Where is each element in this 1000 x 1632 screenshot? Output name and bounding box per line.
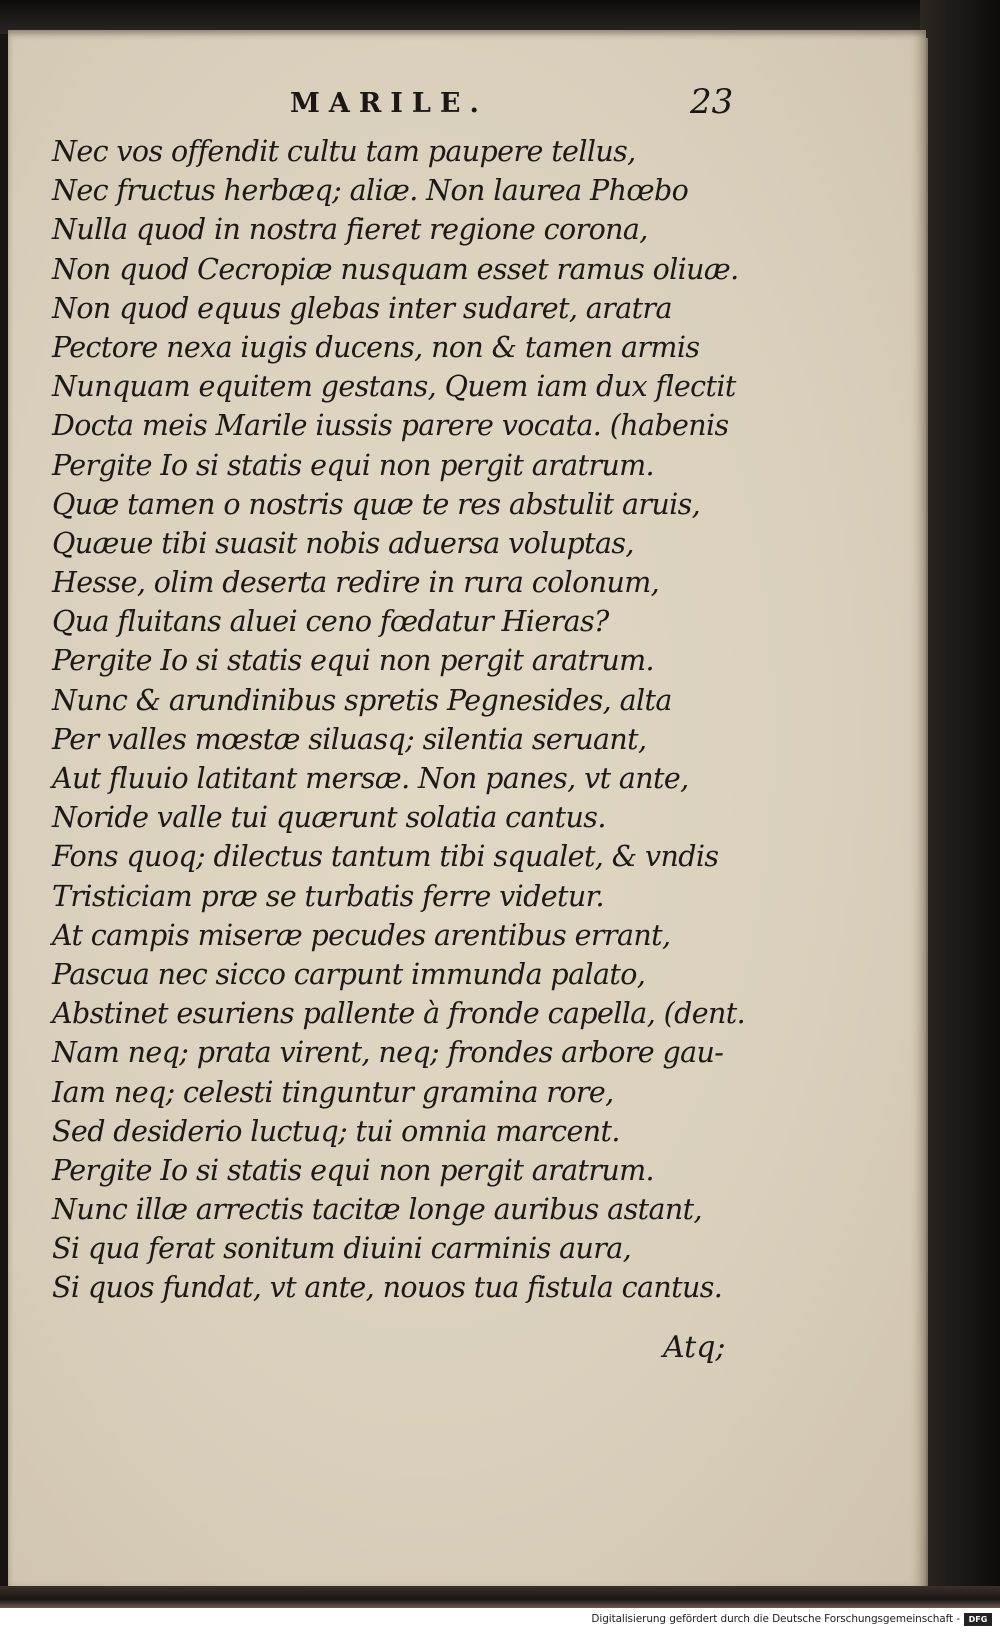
verse-line: Quæ tamen o nostris quæ te res abstulit aruis, bbox=[52, 487, 701, 521]
verse-line: Per valles mœstæ siluasq; silentia seruant, bbox=[52, 722, 647, 756]
verse-line: Nulla quod in nostra fieret regione corona, bbox=[52, 213, 648, 247]
background-right bbox=[920, 0, 1000, 1632]
bottom-binding-edge bbox=[0, 1586, 1000, 1608]
verse-line: Aut fluuio latitant mersæ. Non panes, vt ante, bbox=[52, 762, 689, 795]
verse-line: Nunquam equitem gestans, Quem iam dux flectit bbox=[52, 370, 736, 404]
verse-line: Pectore nexa iugis ducens, non & tamen armis bbox=[52, 330, 700, 364]
running-head: MARILE. bbox=[290, 88, 488, 119]
verse-line: Non quod Cecropiæ nusquam esset ramus oliuæ. bbox=[52, 252, 739, 286]
verse-line: Quæue tibi suasit nobis aduersa voluptas, bbox=[52, 526, 634, 560]
top-binding-edge bbox=[0, 0, 1000, 34]
verse-line: Nunc & arundinibus spretis Pegnesides, alta bbox=[52, 683, 672, 717]
verse-line: Nec fructus herbæq; aliæ. Non laurea Phœbo bbox=[52, 174, 689, 208]
verse-line: Pergite Io si statis equi non pergit aratrum. bbox=[52, 1153, 655, 1187]
verse-line: Si quos fundat, vt ante, nouos tua fistula cantus. bbox=[52, 1271, 723, 1305]
verse-line: Docta meis Marile iussis parere vocata. (habenis bbox=[52, 409, 729, 443]
verse-line: Nec vos offendit cultu tam paupere tellus, bbox=[52, 135, 636, 168]
verse-line: Hesse, olim deserta redire in rura colonum, bbox=[52, 566, 660, 600]
verse-line: Pascua nec sicco carpunt immunda palato, bbox=[52, 957, 646, 991]
verse-line: Abstinet esuriens pallente à fronde capella, (dent. bbox=[52, 997, 746, 1031]
funding-credit: Digitalisierung gefördert durch die Deutsche Forschungsgemeinschaft - bbox=[591, 1613, 960, 1625]
dfg-logo-icon: DFG bbox=[964, 1613, 992, 1626]
verse-line: At campis miseræ pecudes arentibus errant, bbox=[52, 918, 671, 952]
verse-line: Pergite Io si statis equi non pergit aratrum. bbox=[52, 644, 655, 678]
verse-line: Nam neq; prata virent, neq; frondes arbore gau- bbox=[52, 1036, 724, 1070]
footer-bar bbox=[0, 1608, 1000, 1632]
verse-line: Nunc illæ arrectis tacitæ longe auribus astant, bbox=[52, 1193, 702, 1227]
verse-line: Non quod equus glebas inter sudaret, aratra bbox=[52, 291, 672, 325]
verse-line: Sed desiderio luctuq; tui omnia marcent. bbox=[52, 1114, 620, 1148]
verse-list bbox=[52, 132, 745, 1308]
verse-line: Pergite Io si statis equi non pergit aratrum. bbox=[52, 448, 655, 482]
verse-line: Fons quoq; dilectus tantum tibi squalet, & vndis bbox=[52, 840, 719, 874]
verse-line: Si qua ferat sonitum diuini carminis aura, bbox=[52, 1232, 632, 1266]
catchword: Atq; bbox=[663, 1330, 726, 1365]
page-number: 23 bbox=[690, 82, 734, 122]
verse-line: Iam neq; celesti tinguntur gramina rore, bbox=[52, 1075, 614, 1109]
verse-line: Qua fluitans aluei ceno fœdatur Hieras? bbox=[52, 605, 609, 639]
verse-line: Tristiciam præ se turbatis ferre videtur. bbox=[52, 879, 604, 913]
verse-line: Noride valle tui quærunt solatia cantus. bbox=[52, 801, 606, 835]
